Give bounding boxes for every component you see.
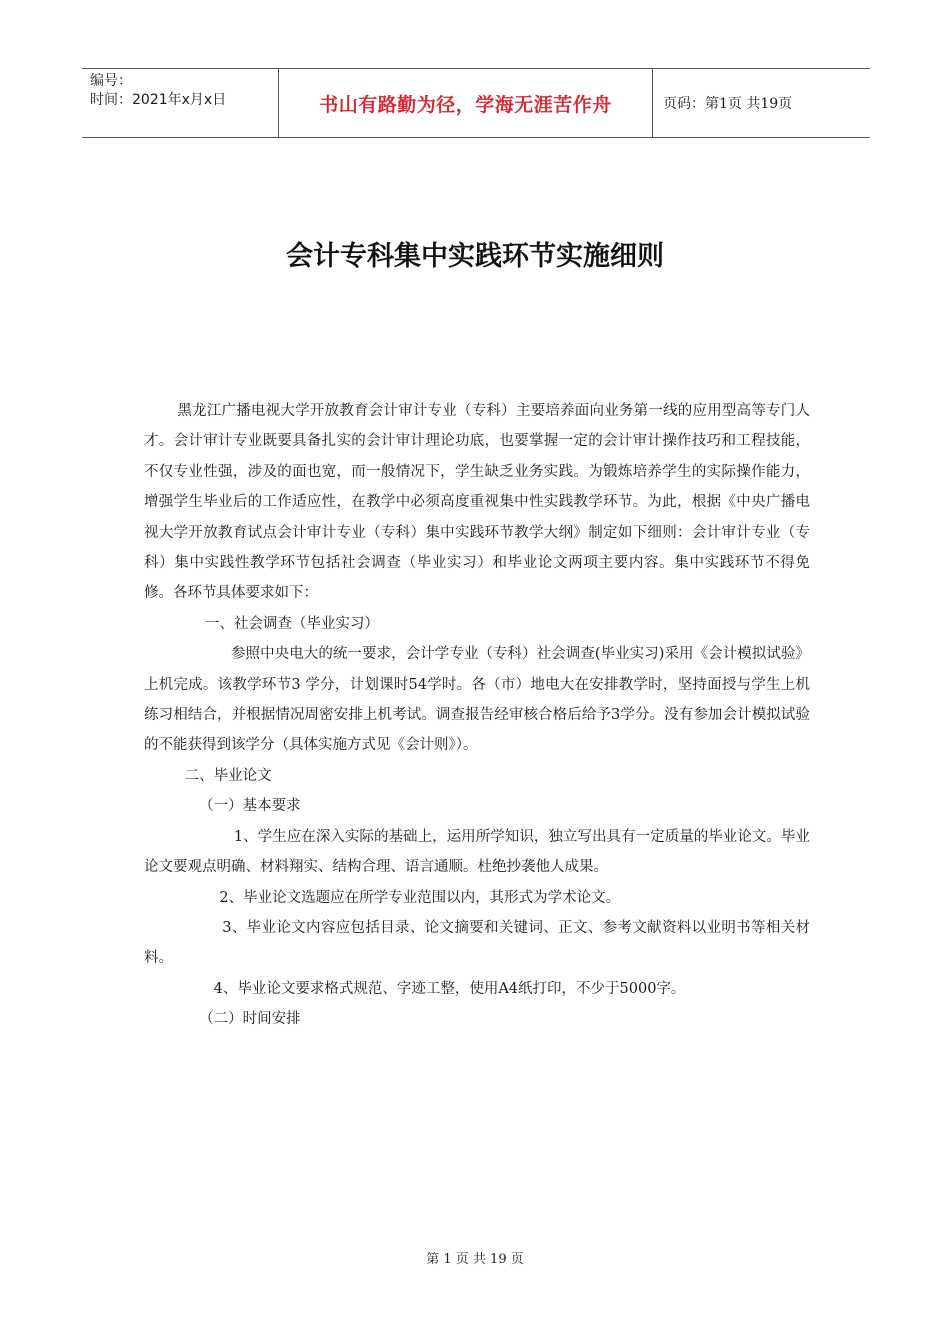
requirement-item-1: 1、学生应在深入实际的基础上，运用所学知识，独立写出具有一定质量的毕业论文。毕业论文要观点明确、材料翔实、结构合理、语言通顺。杜绝抄袭他人成果。	[144, 828, 810, 876]
section-heading-thesis: 二、毕业论文	[184, 767, 272, 784]
subsection-heading-schedule: （二）时间安排	[199, 1011, 301, 1028]
document-number-label: 编号：	[90, 73, 132, 89]
document-body	[144, 396, 810, 1035]
requirement-item-3: 3、毕业论文内容应包括目录、论文摘要和关键词、正文、参考文献资料以业明书等相关材料。	[144, 919, 810, 967]
document-date: 时间：2021年x月x日	[90, 92, 227, 108]
document-title: 会计专科集中实践环节实施细则	[286, 241, 664, 272]
intro-paragraph: 黑龙江广播电视大学开放教育会计审计专业（专科）主要培养面向业务第一线的应用型高等专门人才。会计审计专业既要具备扎实的会计审计理论功底，也要掌握一定的会计审计操作技巧和工程技能，不仅专业性强，涉及的面也宽，而一般情况下，学生缺乏业务实践。为锻炼培养学生的实际操作能力，增强学生毕业后的工作适应性，在教学中必须高度重视集中性实践教学环节。为此，根据《中央广播电视大学开放教育试点会计审计专业（专科）集中实践环节教学大纲》制定如下细则：会计审计专业（专科）集中实践性教学环节包括社会调查（毕业实习）和毕业论文两项主要内容。集中实践环节不得免修。各环节具体要求如下：	[144, 403, 810, 602]
document-header	[82, 68, 870, 138]
section-heading-social-survey: 一、社会调查（毕业实习）	[204, 615, 379, 632]
requirement-item-2: 2、毕业论文选题应在所学专业范围以内，其形式为学术论文。	[219, 889, 621, 906]
page-footer: 第 1 页 共 19 页	[426, 1252, 524, 1267]
header-motto: 书山有路勤为径，学海无涯苦作舟	[279, 69, 653, 137]
header-meta	[82, 69, 279, 137]
subsection-heading-basic-requirements: （一）基本要求	[199, 798, 301, 815]
header-page-info: 页码：第1页 共19页	[663, 96, 793, 112]
social-survey-paragraph: 参照中央电大的统一要求，会计学专业（专科）社会调查(毕业实习)采用《会计模拟试验》上机完成。该教学环节3 学分，计划课时54学时。各（市）地电大在安排教学时，坚持面授与学生上机练习相结合，并根据情况周密安排上机考试。调查报告经审核合格后给予3学分。没有参加会计模拟试验的不能获得到该学分（具体实施方式见《会计则》）。	[144, 646, 810, 754]
requirement-item-4: 4、毕业论文要求格式规范、字迹工整，使用A4纸打印，不少于5000字。	[213, 980, 686, 997]
